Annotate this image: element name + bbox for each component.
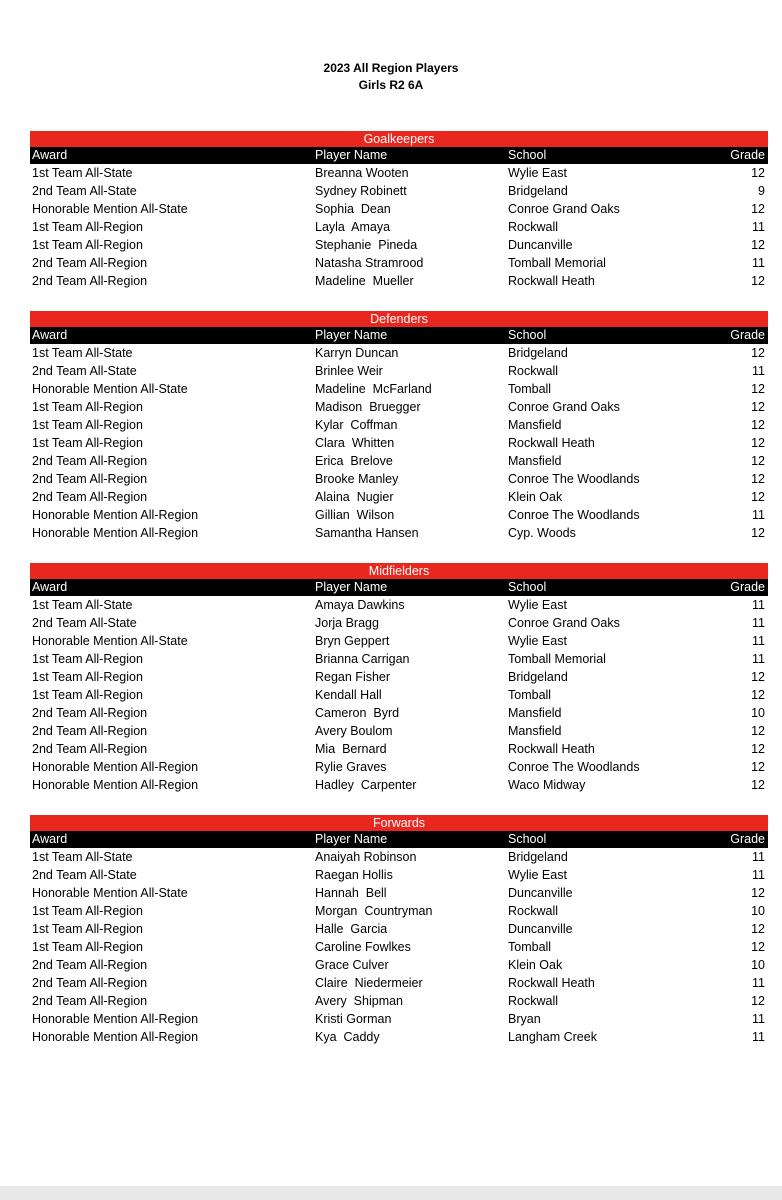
cell-grade: 11 bbox=[752, 976, 765, 990]
header-grade: Grade bbox=[730, 148, 765, 162]
cell-award: Honorable Mention All-Region bbox=[32, 1030, 199, 1044]
table-row bbox=[30, 416, 768, 434]
section-title: Goalkeepers bbox=[30, 131, 768, 147]
cell-grade: 11 bbox=[752, 616, 765, 630]
cell-award: 1st Team All-Region bbox=[32, 904, 143, 918]
cell-grade: 11 bbox=[752, 256, 765, 270]
cell-grade: 11 bbox=[752, 508, 765, 522]
cell-grade: 12 bbox=[751, 238, 765, 252]
cell-player: Brinlee Weir bbox=[315, 364, 383, 378]
cell-grade: 12 bbox=[751, 526, 765, 540]
cell-grade: 12 bbox=[751, 670, 765, 684]
section-title: Forwards bbox=[30, 815, 768, 831]
cell-school: Rockwall Heath bbox=[508, 436, 595, 450]
cell-player: Madison Bruegger bbox=[315, 400, 421, 414]
table-row bbox=[30, 596, 768, 614]
cell-award: 2nd Team All-Region bbox=[32, 976, 148, 990]
cell-school: Klein Oak bbox=[508, 958, 563, 972]
cell-grade: 11 bbox=[752, 850, 765, 864]
cell-award: 2nd Team All-Region bbox=[32, 724, 148, 738]
cell-player: Caroline Fowlkes bbox=[315, 940, 411, 954]
header-school: School bbox=[508, 328, 547, 342]
cell-grade: 12 bbox=[751, 418, 765, 432]
table-row bbox=[30, 200, 768, 218]
cell-grade: 12 bbox=[751, 202, 765, 216]
cell-player: Sydney Robinett bbox=[315, 184, 407, 198]
cell-player: Regan Fisher bbox=[315, 670, 391, 684]
table-row bbox=[30, 992, 768, 1010]
cell-award: 1st Team All-Region bbox=[32, 652, 143, 666]
table-row bbox=[30, 632, 768, 650]
cell-school: Conroe Grand Oaks bbox=[508, 616, 620, 630]
cell-grade: 12 bbox=[751, 166, 765, 180]
cell-award: Honorable Mention All-Region bbox=[32, 778, 199, 792]
table-row bbox=[30, 452, 768, 470]
cell-player: Brooke Manley bbox=[315, 472, 399, 486]
cell-player: Cameron Byrd bbox=[315, 706, 400, 720]
table-row bbox=[30, 902, 768, 920]
cell-grade: 11 bbox=[752, 868, 765, 882]
cell-school: Klein Oak bbox=[508, 490, 563, 504]
cell-player: Sophia Dean bbox=[315, 202, 391, 216]
cell-player: Layla Amaya bbox=[315, 220, 391, 234]
cell-grade: 12 bbox=[751, 760, 765, 774]
table-row bbox=[30, 974, 768, 992]
table-row bbox=[30, 524, 768, 542]
cell-award: 1st Team All-Region bbox=[32, 922, 143, 936]
cell-award: 1st Team All-Region bbox=[32, 940, 143, 954]
header-school: School bbox=[508, 580, 547, 594]
cell-award: Honorable Mention All-Region bbox=[32, 760, 199, 774]
header-player: Player Name bbox=[315, 832, 388, 846]
cell-grade: 12 bbox=[751, 400, 765, 414]
cell-award: 1st Team All-Region bbox=[32, 670, 143, 684]
cell-grade: 10 bbox=[751, 904, 765, 918]
section-defenders bbox=[30, 311, 768, 542]
cell-award: 1st Team All-Region bbox=[32, 400, 143, 414]
header-award: Award bbox=[32, 328, 68, 342]
table-row bbox=[30, 362, 768, 380]
cell-player: Hadley Carpenter bbox=[315, 778, 417, 792]
cell-grade: 12 bbox=[751, 922, 765, 936]
cell-award: 1st Team All-State bbox=[32, 598, 133, 612]
cell-player: Breanna Wooten bbox=[315, 166, 409, 180]
cell-school: Bridgeland bbox=[508, 670, 568, 684]
header-school: School bbox=[508, 832, 547, 846]
cell-school: Tomball bbox=[508, 940, 552, 954]
cell-grade: 10 bbox=[751, 706, 765, 720]
cell-player: Amaya Dawkins bbox=[315, 598, 405, 612]
table-row bbox=[30, 344, 768, 362]
table-row bbox=[30, 938, 768, 956]
table-row bbox=[30, 272, 768, 290]
cell-school: Rockwall bbox=[508, 904, 559, 918]
table-row bbox=[30, 776, 768, 794]
cell-player: Mia Bernard bbox=[315, 742, 387, 756]
cell-school: Rockwall Heath bbox=[508, 976, 595, 990]
cell-award: 1st Team All-Region bbox=[32, 688, 143, 702]
cell-grade: 12 bbox=[751, 940, 765, 954]
table-row bbox=[30, 686, 768, 704]
table-row bbox=[30, 164, 768, 182]
table-row bbox=[30, 218, 768, 236]
cell-player: Erica Brelove bbox=[315, 454, 393, 468]
table-row bbox=[30, 704, 768, 722]
cell-player: Natasha Stramrood bbox=[315, 256, 424, 270]
cell-grade: 11 bbox=[752, 220, 765, 234]
header-award: Award bbox=[32, 148, 68, 162]
cell-award: 2nd Team All-Region bbox=[32, 454, 148, 468]
table-row bbox=[30, 470, 768, 488]
cell-school: Conroe Grand Oaks bbox=[508, 202, 620, 216]
cell-award: 2nd Team All-Region bbox=[32, 256, 148, 270]
cell-school: Rockwall Heath bbox=[508, 742, 595, 756]
header-award: Award bbox=[32, 580, 68, 594]
cell-player: Samantha Hansen bbox=[315, 526, 419, 540]
table-row bbox=[30, 920, 768, 938]
cell-school: Duncanville bbox=[508, 922, 573, 936]
cell-school: Wylie East bbox=[508, 634, 567, 648]
section-goalkeepers bbox=[30, 131, 768, 290]
cell-player: Avery Boulom bbox=[315, 724, 393, 738]
table-row bbox=[30, 398, 768, 416]
cell-award: 2nd Team All-State bbox=[32, 184, 137, 198]
cell-player: Stephanie Pineda bbox=[315, 238, 418, 252]
cell-school: Langham Creek bbox=[508, 1030, 597, 1044]
document-subtitle: Girls R2 6A bbox=[358, 78, 424, 92]
cell-player: Jorja Bragg bbox=[315, 616, 379, 630]
header-grade: Grade bbox=[730, 580, 765, 594]
cell-award: 2nd Team All-Region bbox=[32, 490, 148, 504]
cell-grade: 11 bbox=[752, 634, 765, 648]
cell-grade: 11 bbox=[752, 598, 765, 612]
cell-award: Honorable Mention All-Region bbox=[32, 1012, 199, 1026]
cell-award: 2nd Team All-Region bbox=[32, 274, 148, 288]
cell-player: Madeline McFarland bbox=[315, 382, 432, 396]
table-row bbox=[30, 956, 768, 974]
cell-grade: 12 bbox=[751, 274, 765, 288]
table-row bbox=[30, 614, 768, 632]
cell-award: 1st Team All-State bbox=[32, 850, 133, 864]
cell-grade: 12 bbox=[751, 454, 765, 468]
cell-school: Bridgeland bbox=[508, 184, 568, 198]
cell-player: Rylie Graves bbox=[315, 760, 387, 774]
cell-school: Bridgeland bbox=[508, 850, 568, 864]
cell-grade: 12 bbox=[751, 436, 765, 450]
cell-award: Honorable Mention All-State bbox=[32, 382, 188, 396]
cell-school: Wylie East bbox=[508, 868, 567, 882]
header-grade: Grade bbox=[730, 328, 765, 342]
table-header bbox=[30, 831, 768, 848]
table-header bbox=[30, 147, 768, 164]
header-player: Player Name bbox=[315, 328, 388, 342]
cell-school: Rockwall bbox=[508, 364, 559, 378]
table-row bbox=[30, 254, 768, 272]
table-row bbox=[30, 866, 768, 884]
cell-award: Honorable Mention All-Region bbox=[32, 508, 199, 522]
cell-school: Conroe The Woodlands bbox=[508, 472, 640, 486]
cell-school: Wylie East bbox=[508, 166, 567, 180]
cell-grade: 11 bbox=[752, 1030, 765, 1044]
cell-school: Mansfield bbox=[508, 454, 562, 468]
cell-player: Clara Whitten bbox=[315, 436, 395, 450]
table-row bbox=[30, 182, 768, 200]
cell-school: Cyp. Woods bbox=[508, 526, 576, 540]
cell-player: Karryn Duncan bbox=[315, 346, 399, 360]
table-row bbox=[30, 758, 768, 776]
cell-award: 1st Team All-Region bbox=[32, 220, 143, 234]
cell-school: Rockwall bbox=[508, 220, 559, 234]
cell-school: Tomball Memorial bbox=[508, 256, 606, 270]
table-row bbox=[30, 740, 768, 758]
table-row bbox=[30, 488, 768, 506]
cell-grade: 11 bbox=[752, 1012, 765, 1026]
cell-school: Wylie East bbox=[508, 598, 567, 612]
cell-school: Bridgeland bbox=[508, 346, 568, 360]
cell-player: Halle Garcia bbox=[315, 922, 388, 936]
cell-grade: 12 bbox=[751, 688, 765, 702]
cell-grade: 12 bbox=[751, 994, 765, 1008]
cell-award: Honorable Mention All-State bbox=[32, 886, 188, 900]
cell-grade: 11 bbox=[752, 652, 765, 666]
cell-school: Conroe The Woodlands bbox=[508, 760, 640, 774]
cell-player: Alaina Nugier bbox=[315, 490, 394, 504]
cell-player: Kya Caddy bbox=[315, 1030, 380, 1044]
table-header bbox=[30, 327, 768, 344]
cell-school: Rockwall bbox=[508, 994, 559, 1008]
header-player: Player Name bbox=[315, 148, 388, 162]
cell-grade: 11 bbox=[752, 364, 765, 378]
section-forwards bbox=[30, 815, 768, 1046]
cell-award: 1st Team All-Region bbox=[32, 238, 143, 252]
cell-player: Avery Shipman bbox=[315, 994, 404, 1008]
cell-player: Kylar Coffman bbox=[315, 418, 398, 432]
section-title: Defenders bbox=[30, 311, 768, 327]
table-row bbox=[30, 668, 768, 686]
cell-player: Hannah Bell bbox=[315, 886, 387, 900]
cell-player: Grace Culver bbox=[315, 958, 389, 972]
cell-grade: 12 bbox=[751, 886, 765, 900]
table-row bbox=[30, 380, 768, 398]
table-header bbox=[30, 579, 768, 596]
cell-award: Honorable Mention All-State bbox=[32, 634, 188, 648]
table-row bbox=[30, 1028, 768, 1046]
cell-grade: 9 bbox=[758, 184, 765, 198]
cell-award: Honorable Mention All-State bbox=[32, 202, 188, 216]
cell-school: Bryan bbox=[508, 1012, 541, 1026]
cell-school: Mansfield bbox=[508, 724, 562, 738]
cell-school: Mansfield bbox=[508, 706, 562, 720]
cell-award: 1st Team All-Region bbox=[32, 418, 143, 432]
table-row bbox=[30, 506, 768, 524]
cell-grade: 12 bbox=[751, 742, 765, 756]
cell-player: Kristi Gorman bbox=[315, 1012, 392, 1026]
cell-player: Claire Niedermeier bbox=[315, 976, 423, 990]
cell-award: 2nd Team All-Region bbox=[32, 706, 148, 720]
table-row bbox=[30, 434, 768, 452]
cell-player: Raegan Hollis bbox=[315, 868, 393, 882]
cell-grade: 12 bbox=[751, 472, 765, 486]
cell-school: Duncanville bbox=[508, 886, 573, 900]
table-row bbox=[30, 884, 768, 902]
cell-grade: 12 bbox=[751, 382, 765, 396]
cell-player: Kendall Hall bbox=[315, 688, 382, 702]
cell-school: Conroe The Woodlands bbox=[508, 508, 640, 522]
cell-player: Brianna Carrigan bbox=[315, 652, 410, 666]
cell-grade: 12 bbox=[751, 346, 765, 360]
header-player: Player Name bbox=[315, 580, 388, 594]
cell-player: Morgan Countryman bbox=[315, 904, 433, 918]
cell-school: Rockwall Heath bbox=[508, 274, 595, 288]
cell-award: 2nd Team All-Region bbox=[32, 472, 148, 486]
cell-school: Tomball Memorial bbox=[508, 652, 606, 666]
cell-award: 2nd Team All-Region bbox=[32, 742, 148, 756]
table-row bbox=[30, 722, 768, 740]
cell-player: Bryn Geppert bbox=[315, 634, 390, 648]
cell-award: 2nd Team All-State bbox=[32, 364, 137, 378]
cell-school: Waco Midway bbox=[508, 778, 586, 792]
cell-player: Madeline Mueller bbox=[315, 274, 414, 288]
cell-school: Duncanville bbox=[508, 238, 573, 252]
cell-award: 2nd Team All-State bbox=[32, 868, 137, 882]
cell-grade: 12 bbox=[751, 490, 765, 504]
cell-grade: 12 bbox=[751, 724, 765, 738]
cell-grade: 10 bbox=[751, 958, 765, 972]
header-grade: Grade bbox=[730, 832, 765, 846]
cell-school: Tomball bbox=[508, 382, 552, 396]
document-title: 2023 All Region Players bbox=[323, 61, 459, 75]
cell-player: Anaiyah Robinson bbox=[315, 850, 417, 864]
cell-award: 1st Team All-State bbox=[32, 346, 133, 360]
table-row bbox=[30, 650, 768, 668]
cell-player: Gillian Wilson bbox=[315, 508, 395, 522]
cell-school: Tomball bbox=[508, 688, 552, 702]
cell-award: 1st Team All-Region bbox=[32, 436, 143, 450]
header-award: Award bbox=[32, 832, 68, 846]
cell-school: Conroe Grand Oaks bbox=[508, 400, 620, 414]
section-midfielders bbox=[30, 563, 768, 794]
cell-award: 1st Team All-State bbox=[32, 166, 133, 180]
cell-award: 2nd Team All-Region bbox=[32, 994, 148, 1008]
cell-award: 2nd Team All-Region bbox=[32, 958, 148, 972]
cell-school: Mansfield bbox=[508, 418, 562, 432]
section-title: Midfielders bbox=[30, 563, 768, 579]
table-row bbox=[30, 1010, 768, 1028]
header-school: School bbox=[508, 148, 547, 162]
cell-award: Honorable Mention All-Region bbox=[32, 526, 199, 540]
table-row bbox=[30, 236, 768, 254]
table-row bbox=[30, 848, 768, 866]
bottom-scroll-bar bbox=[0, 1186, 782, 1200]
cell-award: 2nd Team All-State bbox=[32, 616, 137, 630]
cell-grade: 12 bbox=[751, 778, 765, 792]
